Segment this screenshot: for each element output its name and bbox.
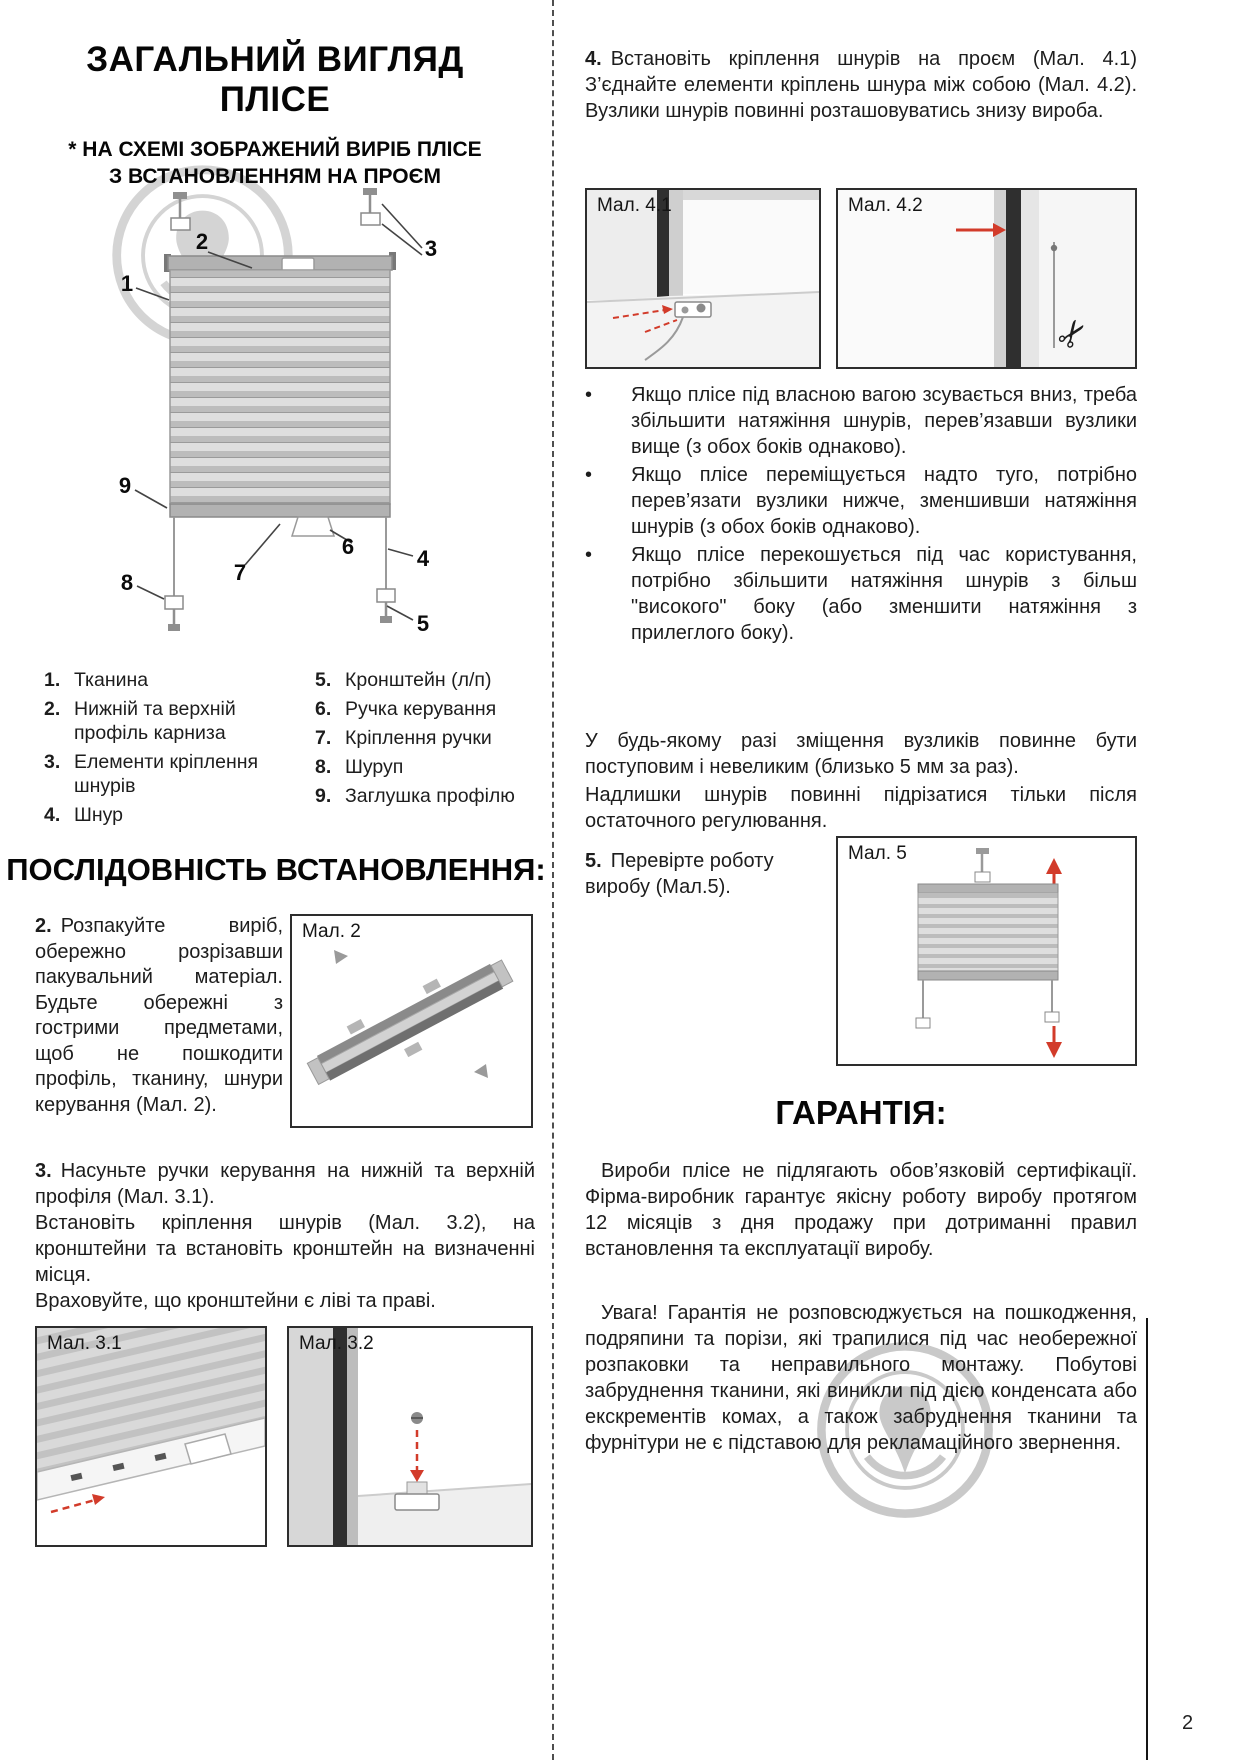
bullet-item [585, 382, 1137, 460]
figure-2-label: Мал. 2 [302, 921, 361, 942]
top-hook-right [361, 188, 380, 225]
bullet-marker [585, 542, 631, 646]
legend-item-text: Тканина [74, 669, 149, 691]
legend-item [315, 755, 540, 779]
diagram-label-1: 1 [120, 271, 134, 296]
legend-item-text: Нижній та верхній профіль карниза [74, 698, 236, 744]
step-2-number: 2. [35, 915, 52, 937]
legend-item-text: Кронштейн (л/п) [345, 669, 492, 691]
parts-legend-col2 [315, 668, 540, 813]
step-3-line1: Насуньте ручки керування на нижній та верхній профіля (Мал. 3.1). [35, 1160, 535, 1208]
legend-item-number: 4. [44, 804, 61, 826]
step-2-text: Розпакуйте виріб, обережно розрізавши пакувальний матеріал. Будьте обережні з гострими предметами, щоб не пошкодити профіль, тканину, шнури керування (Мал. 2). [35, 915, 283, 1116]
legend-item-text: Шнур [74, 804, 124, 826]
adjustment-note-2: Надлишки шнурів повинні підрізатися тільки після остаточного регулювання. [585, 784, 1137, 832]
parts-legend-col1 [44, 668, 296, 832]
bottom-bracket-left [165, 596, 183, 631]
legend-item [315, 668, 540, 692]
diagram-label-3: 3 [424, 236, 438, 261]
diagram-label-9: 9 [118, 473, 132, 498]
bullet-marker [585, 462, 631, 540]
sequence-heading: ПОСЛІДОВНІСТЬ ВСТАНОВЛЕННЯ: [6, 852, 546, 887]
bullet-text: Якщо плісе під власною вагою зсувається вниз, треба збільшити натяжіння шнурів, перев’язавши вузлики вище (з обох боків однаково). [631, 384, 1137, 458]
step-3-line3: Враховуйте, що кронштейни є ліві та праві. [35, 1290, 436, 1312]
legend-item [44, 750, 296, 798]
step-4-number: 4. [585, 48, 602, 70]
legend-item [315, 784, 540, 808]
legend-item [44, 697, 296, 745]
warranty-paragraph-1: Вироби плісе не підлягають обов’язковій сертифікації. Фірма-виробник гарантує якісну роботу виробу протягом 12 місяців з дня продажу при дотриманні правил встановлення та експлуатації виробу. [585, 1160, 1137, 1260]
legend-item-text: Заглушка профілю [345, 785, 515, 807]
diagram-label-4: 4 [416, 546, 430, 571]
figure-5-label: Мал. 5 [848, 843, 907, 864]
legend-item [44, 668, 296, 692]
bullet-text: Якщо плісе перекошується під час користування, потрібно збільшити натяжіння шнурів з більш "високого" боку (або зменшити натяжіння з прилеглого боку). [631, 544, 1137, 644]
diagram-label-6: 6 [341, 534, 355, 559]
diagram-subtitle-line1: * НА СХЕМІ ЗОБРАЖЕНИЙ ВИРІБ ПЛІСЕ [68, 138, 482, 161]
figure-3-1-box [35, 1326, 267, 1547]
adjustment-bullet-list [585, 382, 1137, 648]
diagram-subtitle-line2: З ВСТАНОВЛЕННЯМ НА ПРОЄМ [108, 165, 442, 188]
figure-4-1-box [585, 188, 821, 369]
step-4-paragraph [585, 46, 1137, 124]
figure-3-2-label: Мал. 3.2 [299, 1333, 374, 1354]
diagram-label-7: 7 [233, 560, 247, 585]
figure-3-1-drawing [37, 1328, 265, 1545]
diagram-label-8: 8 [120, 570, 134, 595]
step-5-number: 5. [585, 850, 602, 872]
legend-item-number: 8. [315, 756, 332, 778]
legend-item-number: 7. [315, 727, 332, 749]
step-2-paragraph [35, 914, 283, 1118]
legend-item-text: Ручка керування [345, 698, 497, 720]
figure-3-2-box [287, 1326, 533, 1547]
page-title-line2: ПЛІСЕ [219, 80, 331, 119]
legend-item-number: 3. [44, 751, 61, 773]
footer-rule [1146, 1318, 1148, 1760]
bottom-bracket-right [377, 589, 395, 623]
legend-item-number: 5. [315, 669, 332, 691]
step-5-text: Перевірте роботу виробу (Мал.5). [585, 850, 774, 898]
figure-5-drawing [838, 838, 1135, 1064]
blind-exploded-diagram [30, 188, 530, 663]
bullet-item [585, 542, 1137, 646]
step-3-line2: Встановіть кріплення шнурів (Мал. 3.2), на кронштейни та встановіть кронштейн на визначенні місця. [35, 1212, 535, 1286]
step-5-paragraph [585, 848, 820, 900]
legend-item-number: 1. [44, 669, 61, 691]
legend-item-text: Кріплення ручки [345, 727, 492, 749]
legend-item [315, 697, 540, 721]
warranty-paragraph-2: Увага! Гарантія не розповсюджується на пошкодження, подряпини та порізи, які трапилися під час необережної розпаковки та неправильного монтажу. Побутові забруднення тканини, які виникли під дією конденсата або екскрементів комах, а також забруднення тканини та фурнітури не є підставою для рекламаційного звернення. [585, 1302, 1137, 1454]
step-3-number: 3. [35, 1160, 52, 1182]
figure-5-box [836, 836, 1137, 1066]
top-hook-left [171, 192, 190, 230]
figure-4-1-label: Мал. 4.1 [597, 195, 672, 216]
scissors-icon: ✂ [1047, 309, 1098, 358]
legend-item-number: 6. [315, 698, 332, 720]
column-divider [552, 0, 554, 1760]
figure-2-drawing [292, 916, 531, 1126]
figure-3-2-drawing [289, 1328, 531, 1545]
legend-item-text: Елементи кріплення шнурів [74, 751, 259, 797]
warranty-heading: ГАРАНТІЯ: [775, 1094, 947, 1131]
legend-item-text: Шуруп [345, 756, 404, 778]
figure-4-2-box [836, 188, 1137, 369]
bullet-marker [585, 382, 631, 460]
bullet-item [585, 462, 1137, 540]
figure-2-box [290, 914, 533, 1128]
bullet-text: Якщо плісе переміщується надто туго, потрібно перев’язати вузлики нижче, зменшивши натяжіння шнурів (з обох боків однаково). [631, 464, 1137, 538]
page-title-line1: ЗАГАЛЬНИЙ ВИГЛЯД [86, 40, 464, 79]
legend-item [315, 726, 540, 750]
figure-4-2-label: Мал. 4.2 [848, 195, 923, 216]
step-4-text: Встановіть кріплення шнурів на проєм (Мал. 4.1) З’єднайте елементи кріплень шнура між собою (Мал. 4.2). Вузлики шнурів повинні розташовуватись знизу вироба. [585, 48, 1137, 122]
legend-item [44, 803, 296, 827]
figure-3-1-label: Мал. 3.1 [47, 1333, 122, 1354]
adjustment-note-1: У будь-якому разі зміщення вузликів повинне бути поступовим і невеликим (близько 5 мм за раз). [585, 730, 1137, 778]
legend-item-number: 2. [44, 698, 61, 720]
diagram-label-2: 2 [195, 229, 209, 254]
page-number: 2 [1182, 1712, 1194, 1734]
diagram-label-5: 5 [416, 611, 430, 636]
step-3-paragraph [35, 1158, 535, 1314]
legend-item-number: 9. [315, 785, 332, 807]
